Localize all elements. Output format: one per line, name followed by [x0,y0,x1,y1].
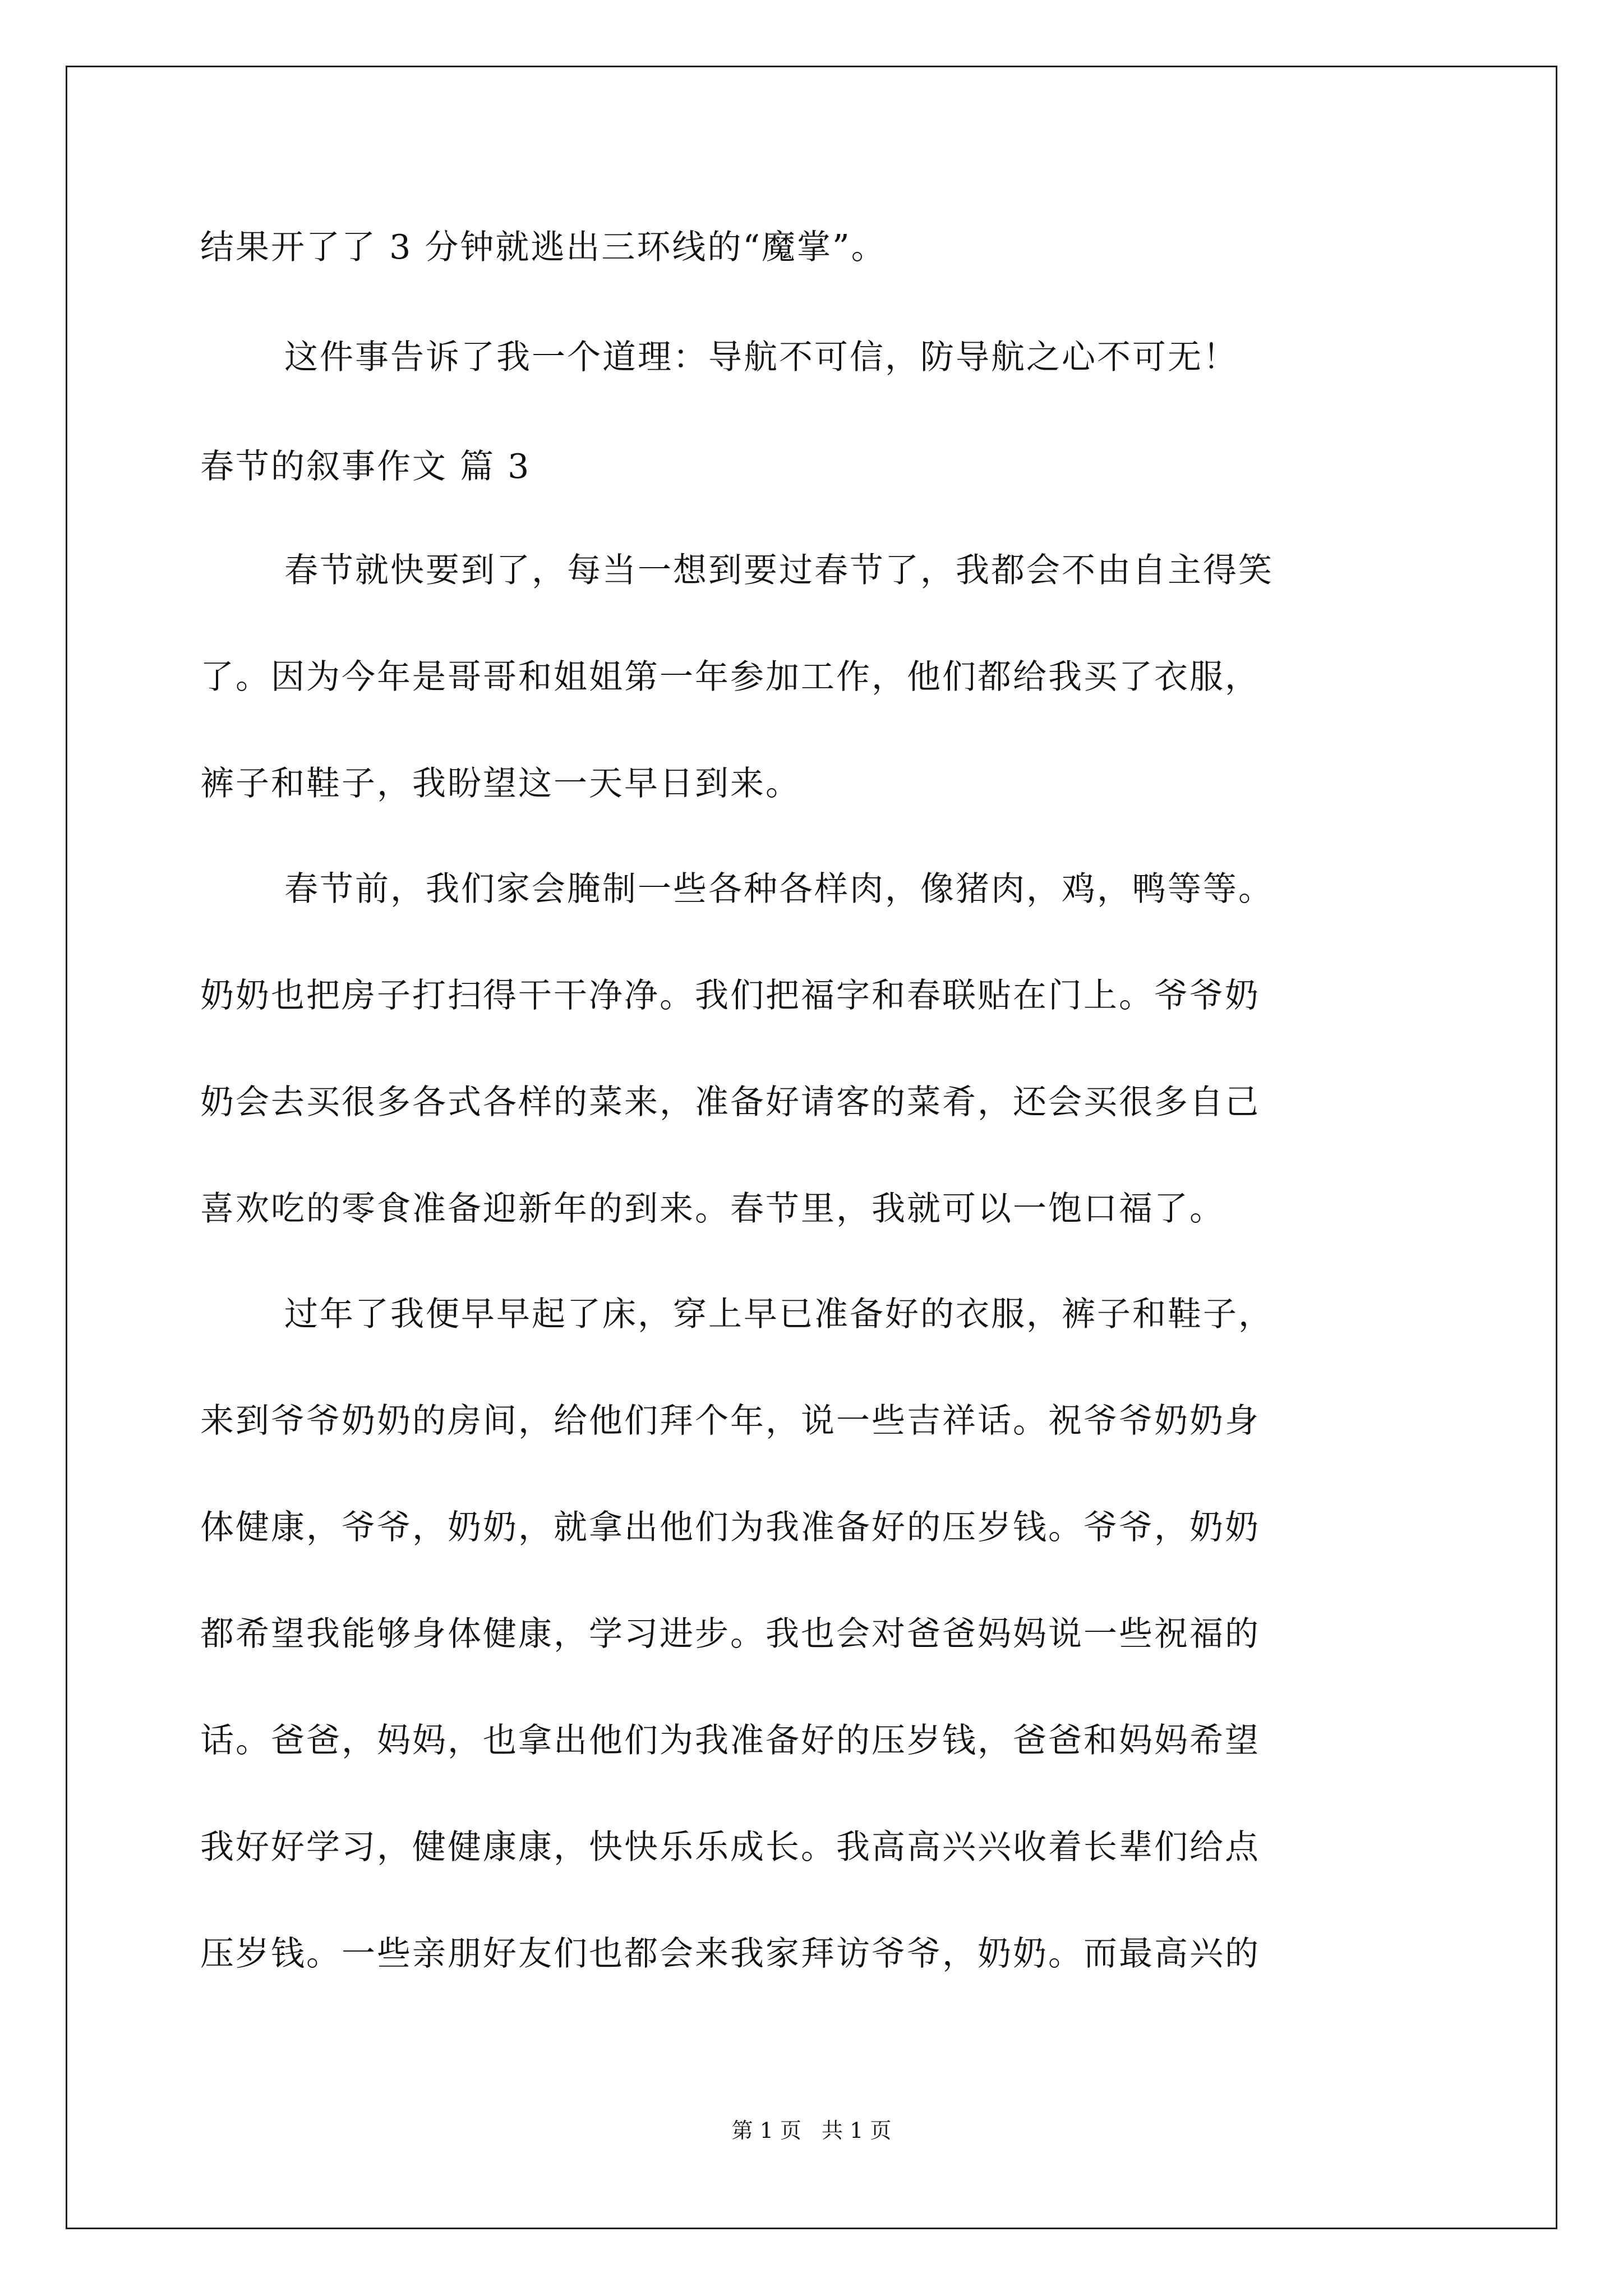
text-line: 喜欢吃的零食准备迎新年的到来。春节里，我就可以一饱口福了。 [200,1189,1225,1228]
text-line: 春节前，我们家会腌制一些各种各样肉，像猪肉，鸡，鸭等等。 [284,869,1274,909]
text-line: 结果开了了 3 分钟就逃出三环线的“魔掌”。 [200,228,887,267]
section-heading: 春节的叙事作文 篇 3 [200,447,531,486]
text-line: 这件事告诉了我一个道理：导航不可信，防导航之心不可无！ [284,338,1238,377]
text-line: 奶会去买很多各式各样的菜来，准备好请客的菜肴，还会买很多自己 [200,1083,1260,1122]
text-line: 都希望我能够身体健康，学习进步。我也会对爸爸妈妈说一些祝福的 [200,1614,1260,1654]
page-footer [0,2116,1623,2145]
text-line: 来到爷爷奶奶的房间，给他们拜个年，说一些吉祥话。祝爷爷奶奶身 [200,1401,1260,1441]
text-line: 裤子和鞋子，我盼望这一天早日到来。 [200,764,801,803]
text-line: 奶奶也把房子打扫得干干净净。我们把福字和春联贴在门上。爷爷奶 [200,976,1260,1015]
page-total: 共 1 页 [822,2118,892,2143]
text-line: 话。爸爸，妈妈，也拿出他们为我准备好的压岁钱，爸爸和妈妈希望 [200,1721,1260,1760]
text-line: 春节就快要到了，每当一想到要过春节了，我都会不由自主得笑 [284,551,1274,590]
text-line: 压岁钱。一些亲朋好友们也都会来我家拜访爷爷，奶奶。而最高兴的 [200,1934,1260,1973]
text-line: 我好好学习，健健康康，快快乐乐成长。我高高兴兴收着长辈们给点 [200,1828,1260,1867]
text-line: 过年了我便早早起了床，穿上早已准备好的衣服，裤子和鞋子， [284,1295,1274,1334]
text-line: 了。因为今年是哥哥和姐姐第一年参加工作，他们都给我买了衣服， [200,657,1260,697]
page-number: 第 1 页 [731,2118,801,2143]
text-line: 体健康，爷爷，奶奶，就拿出他们为我准备好的压岁钱。爷爷，奶奶 [200,1508,1260,1547]
page-border [66,66,1557,2229]
